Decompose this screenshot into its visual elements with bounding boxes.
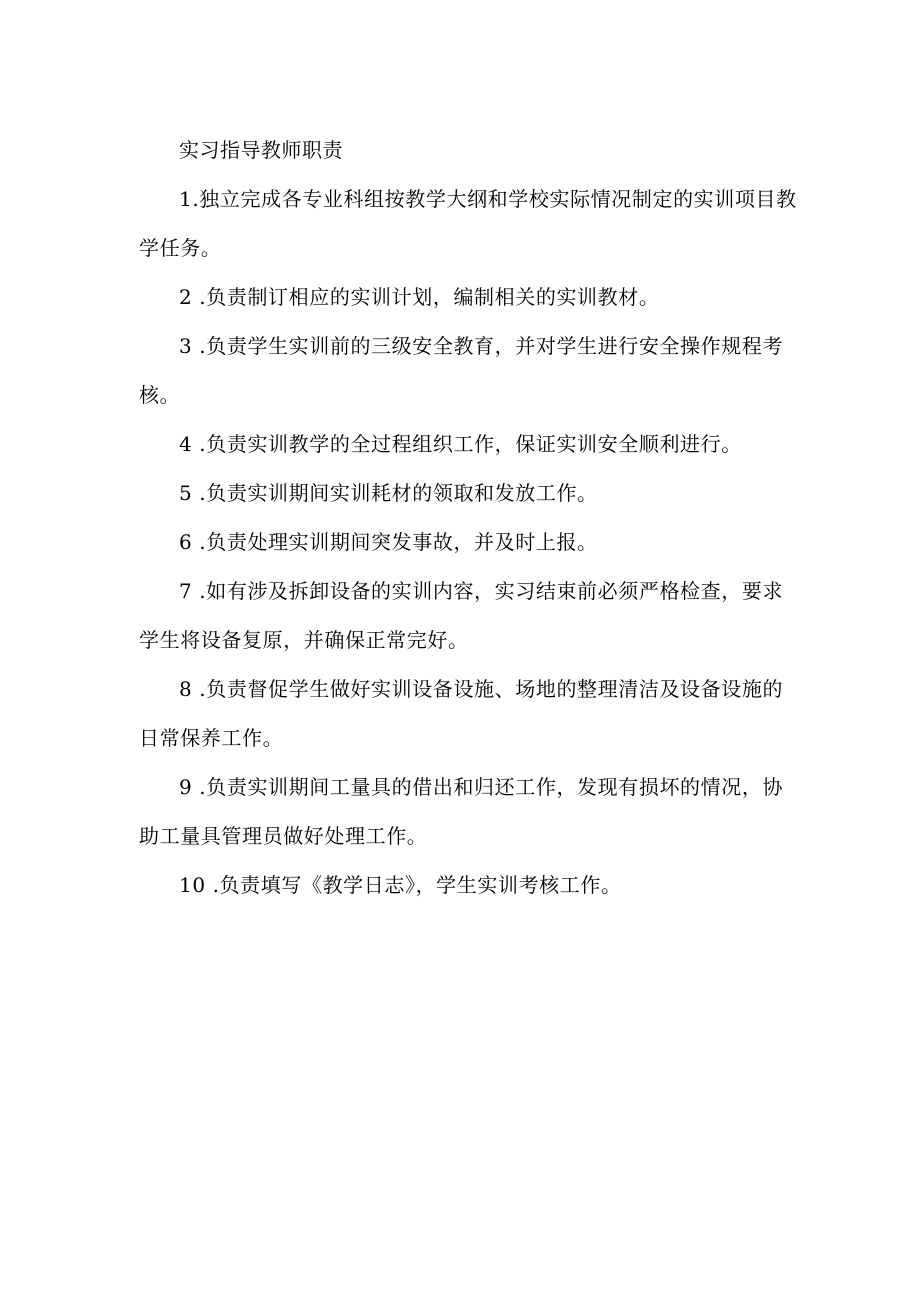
- duty-item-1: 1.独立完成各专业科组按教学大纲和学校实际情况制定的实训项目教学任务。: [139, 187, 797, 260]
- document-body: [139, 126, 799, 910]
- duty-item-7: 7 .如有涉及拆卸设备的实训内容，实习结束前必须严格检查，要求学生将设备复原，并确保正常完好。: [139, 579, 784, 652]
- duty-item-4: 4 .负责实训教学的全过程组织工作，保证实训安全顺利进行。: [179, 432, 742, 456]
- duty-item-9: 9 .负责实训期间工量具的借出和归还工作，发现有损坏的情况，协助工量具管理员做好处理工作。: [139, 775, 784, 848]
- duty-item-2: 2 .负责制订相应的实训计划，编制相关的实训教材。: [179, 285, 660, 309]
- duty-item-6: 6 .负责处理实训期间突发事故，并及时上报。: [179, 530, 598, 554]
- duty-item-3: 3 .负责学生实训前的三级安全教育，并对学生进行安全操作规程考核。: [139, 334, 784, 407]
- document-title: 实习指导教师职责: [179, 138, 343, 162]
- duty-item-10: 10 .负责填写《教学日志》，学生实训考核工作。: [179, 873, 622, 897]
- duty-item-5: 5 .负责实训期间实训耗材的领取和发放工作。: [179, 481, 598, 505]
- duty-item-8: 8 .负责督促学生做好实训设备设施、场地的整理清洁及设备设施的日常保养工作。: [139, 677, 784, 750]
